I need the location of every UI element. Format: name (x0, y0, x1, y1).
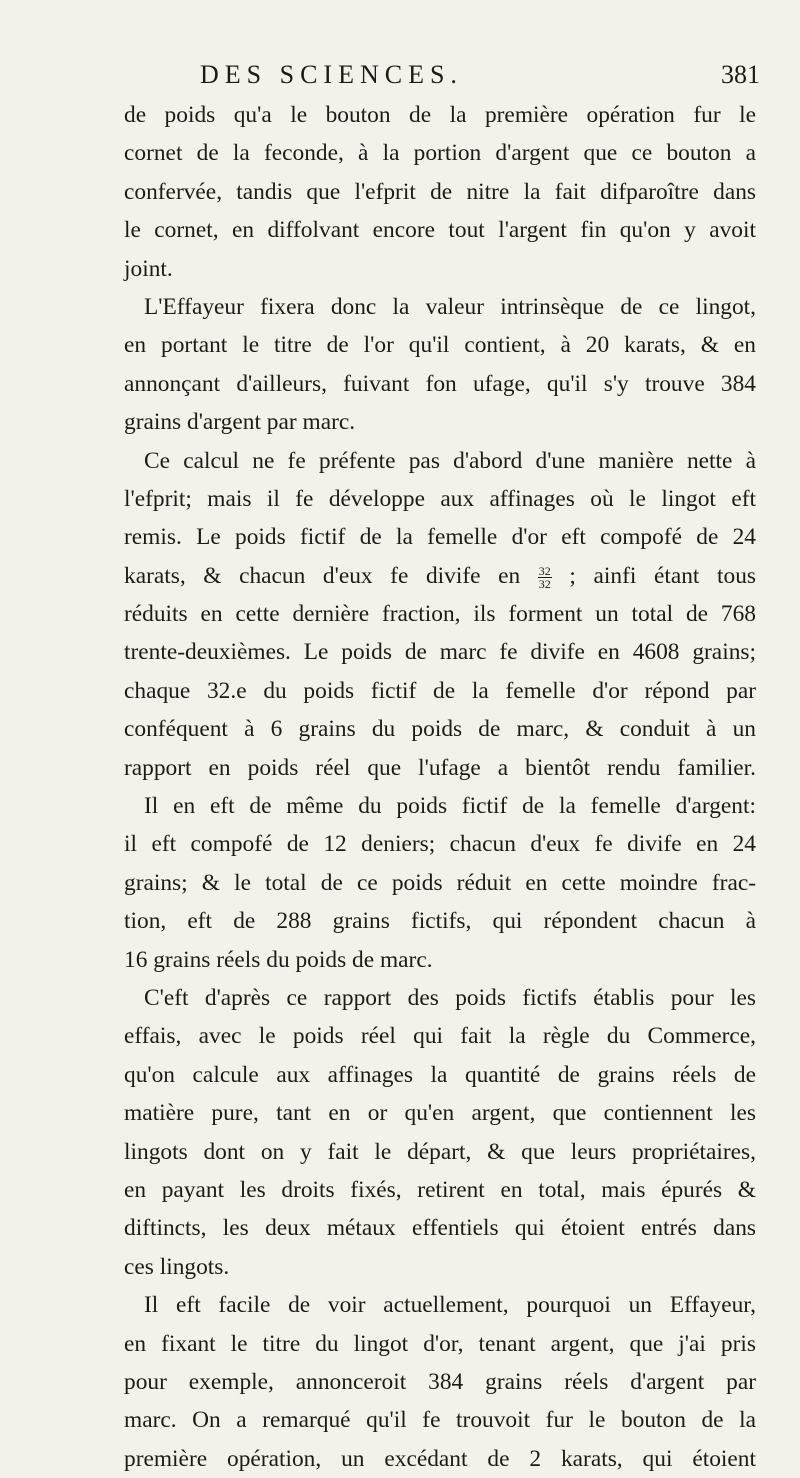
text-line: en portant le titre de l'or qu'il contient, à 20 karats, & en (124, 332, 756, 359)
text-line: il eft compofé de 12 deniers; chacun d'eux fe divife en 24 (124, 831, 756, 858)
running-head-title: DES SCIENCES. (200, 60, 463, 89)
paragraph-start: Il en eft de même du poids fictif de la femelle d'argent: (144, 793, 756, 820)
text-line: en payant les droits fixés, retirent en total, mais épurés & (124, 1176, 756, 1203)
text-segment: karats, & chacun d'eux fe divife en (124, 562, 521, 589)
text-line: grains d'argent par marc. (124, 409, 356, 436)
text-line: conféquent à 6 grains du poids de marc, & conduit à un (124, 716, 756, 743)
fraction-denominator: 32 (538, 576, 551, 591)
page-number: 381 (721, 60, 760, 89)
text-line: chaque 32.e du poids fictif de la femelle d'or répond par (124, 677, 756, 704)
text-line: tion, eft de 288 grains fictifs, qui répondent chacun à (124, 908, 756, 935)
text-line: grains; & le total de ce poids réduit en cette moindre frac- (124, 869, 756, 896)
paragraph-start: C'eft d'après ce rapport des poids fictifs établis pour les (144, 984, 756, 1011)
text-line: qu'on calcule aux affinages la quantité de grains réels de (124, 1061, 756, 1088)
paragraph-start: Il eft facile de voir actuellement, pourquoi un Effayeur, (144, 1292, 756, 1319)
text-line: remis. Le poids fictif de la femelle d'or eft compofé de 24 (124, 524, 756, 551)
paragraph-start: Ce calcul ne fe préfente pas d'abord d'une manière nette à (144, 447, 756, 474)
text-line: cornet de la feconde, à la portion d'argent que ce bouton a (124, 140, 756, 167)
text-line: effais, avec le poids réel qui fait la règle du Commerce, (124, 1023, 756, 1050)
text-line: joint. (124, 255, 173, 282)
paragraph-start: L'Effayeur fixera donc la valeur intrinsèque de ce lingot, (144, 293, 756, 320)
fraction (538, 565, 552, 590)
text-line: lingots dont on y fait le départ, & que leurs propriétaires, (124, 1138, 756, 1165)
running-head (200, 60, 760, 96)
text-segment: ; ainfi étant tous (569, 562, 757, 589)
body-text (124, 96, 756, 1478)
text-line: confervée, tandis que l'efprit de nitre la fait difparoître dans (124, 178, 756, 205)
text-line: en fixant le titre du lingot d'or, tenant argent, que j'ai pris (124, 1330, 756, 1357)
text-line: diftincts, les deux métaux effentiels qui étoient entrés dans (124, 1215, 756, 1242)
text-line: première opération, un excédant de 2 karats, qui étoient (124, 1445, 756, 1472)
text-line: l'efprit; mais il fe développe aux affinages où le lingot eft (124, 485, 756, 512)
text-line: marc. On a remarqué qu'il fe trouvoit fur le bouton de la (124, 1407, 756, 1434)
text-line-with-fraction (124, 557, 756, 595)
text-line: de poids qu'a le bouton de la première opération fur le (124, 102, 756, 128)
text-line: pour exemple, annonceroit 384 grains réels d'argent par (124, 1368, 756, 1395)
text-line: réduits en cette dernière fraction, ils forment un total de 768 (124, 601, 756, 628)
text-line: rapport en poids réel que l'ufage a bientôt rendu familier. (124, 754, 756, 781)
text-line: trente-deuxièmes. Le poids de marc fe divife en 4608 grains; (124, 639, 756, 666)
text-line: ces lingots. (124, 1253, 230, 1280)
text-line: annonçant d'ailleurs, fuivant fon ufage, qu'il s'y trouve 384 (124, 370, 756, 397)
text-line: matière pure, tant en or qu'en argent, que contiennent les (124, 1100, 756, 1127)
fraction-numerator: 32 (538, 563, 551, 578)
text-line: le cornet, en diffolvant encore tout l'argent fin qu'on y avoit (124, 217, 756, 244)
text-line: 16 grains réels du poids de marc. (124, 946, 433, 973)
